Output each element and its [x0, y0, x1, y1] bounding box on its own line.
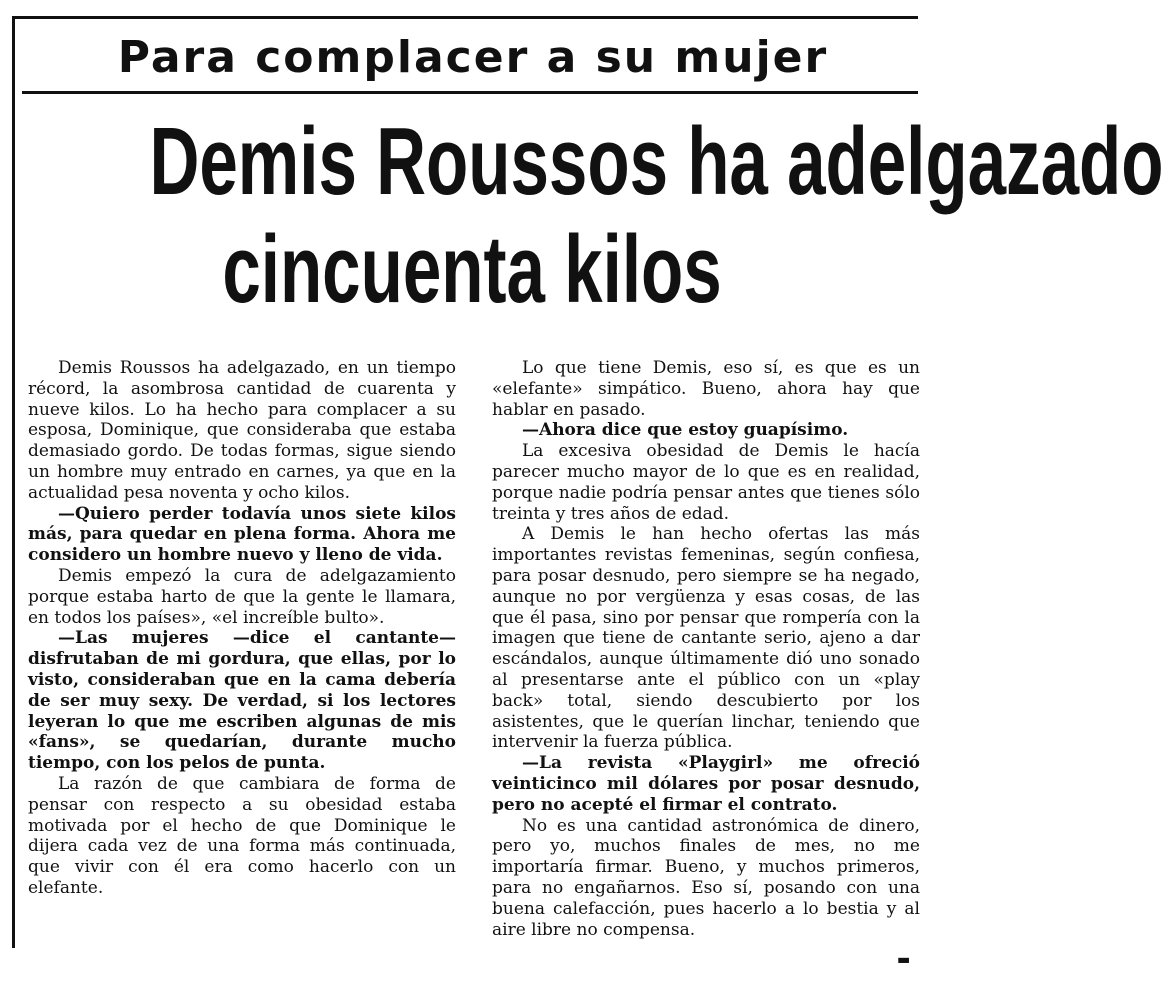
paragraph: Demis empezó la cura de adelgazamiento porque estaba harto de que la gente le llamara, en todos los países», «el increíble bulto». [28, 565, 456, 628]
left-column [28, 358, 456, 958]
paragraph: No es una cantidad astronómica de dinero, pero yo, muchos finales de mes, no me importaría firmar. Bueno, y muchos primeros, para no engañarnos. Eso sí, posando con una buena calefacción, pues hacerlo a lo bestia y al aire libre no compensa. [492, 815, 920, 940]
headline-line-1: Demis Roussos ha adelgazado [149, 108, 1164, 215]
headline [24, 108, 1164, 348]
kicker-title: Para complacer a su mujer [117, 32, 829, 83]
paragraph: La excesiva obesidad de Demis le hacía parecer mucho mayor de lo que es en realidad, porque nadie podría pensar antes que tienes sólo treinta y tres años de edad. [492, 441, 920, 524]
paragraph: A Demis le han hecho ofertas las más importantes revistas femeninas, según confiesa, para posar desnudo, pero siempre se ha negado, aunque no por vergüenza y esas cosas, de las que él pasa, sino por pensar que rompería con la imagen que tiene de cantante serio, ajeno a dar escándalos, aunque últimamente dió uno sonado al presentarse ante el público con un «play back» total, siendo descubierto por los asistentes, que le querían linchar, teniendo que intervenir la fuerza pública. [492, 524, 920, 753]
paragraph-quote: —Quiero perder todavía unos siete kilos más, para quedar en plena forma. Ahora me considero un hombre nuevo y lleno de vida. [28, 503, 456, 566]
end-mark: ▬ [897, 952, 911, 968]
paragraph-quote: —Las mujeres —dice el cantante— disfrutaban de mi gordura, que ellas, por lo visto, consideraban que en la cama debería de ser muy sexy. De verdad, si los lectores leyeran lo que me escriben algunas de mis «fans», se quedarían, durante mucho tiempo, con los pelos de punta. [28, 628, 456, 774]
headline-line-2: cincuenta kilos [222, 216, 722, 323]
top-rule [12, 16, 918, 19]
paragraph: Demis Roussos ha adelgazado, en un tiempo récord, la asombrosa cantidad de cuarenta y nueve kilos. Lo ha hecho para complacer a su esposa, Dominique, que consideraba que estaba demasiado gordo. De todas formas, sigue siendo un hombre muy entrado en carnes, ya que en la actualidad pesa noventa y ocho kilos. [28, 358, 456, 503]
paragraph: La razón de que cambiara de forma de pensar con respecto a su obesidad estaba motivada por el hecho de que Dominique le dijera cada vez de una forma más continuada, que vivir con él era como hacerlo con un elefante. [28, 773, 456, 898]
right-column [492, 358, 920, 958]
left-rule [12, 18, 15, 948]
paragraph-quote: —Ahora dice que estoy guapísimo. [522, 420, 849, 441]
kicker-rule [22, 91, 918, 94]
paragraph: Lo que tiene Demis, eso sí, es que es un «elefante» simpático. Bueno, ahora hay que hablar en pasado. [492, 358, 920, 420]
paragraph-quote: —La revista «Playgirl» me ofreció veinticinco mil dólares por posar desnudo, pero no acepté el firmar el contrato. [492, 753, 920, 815]
